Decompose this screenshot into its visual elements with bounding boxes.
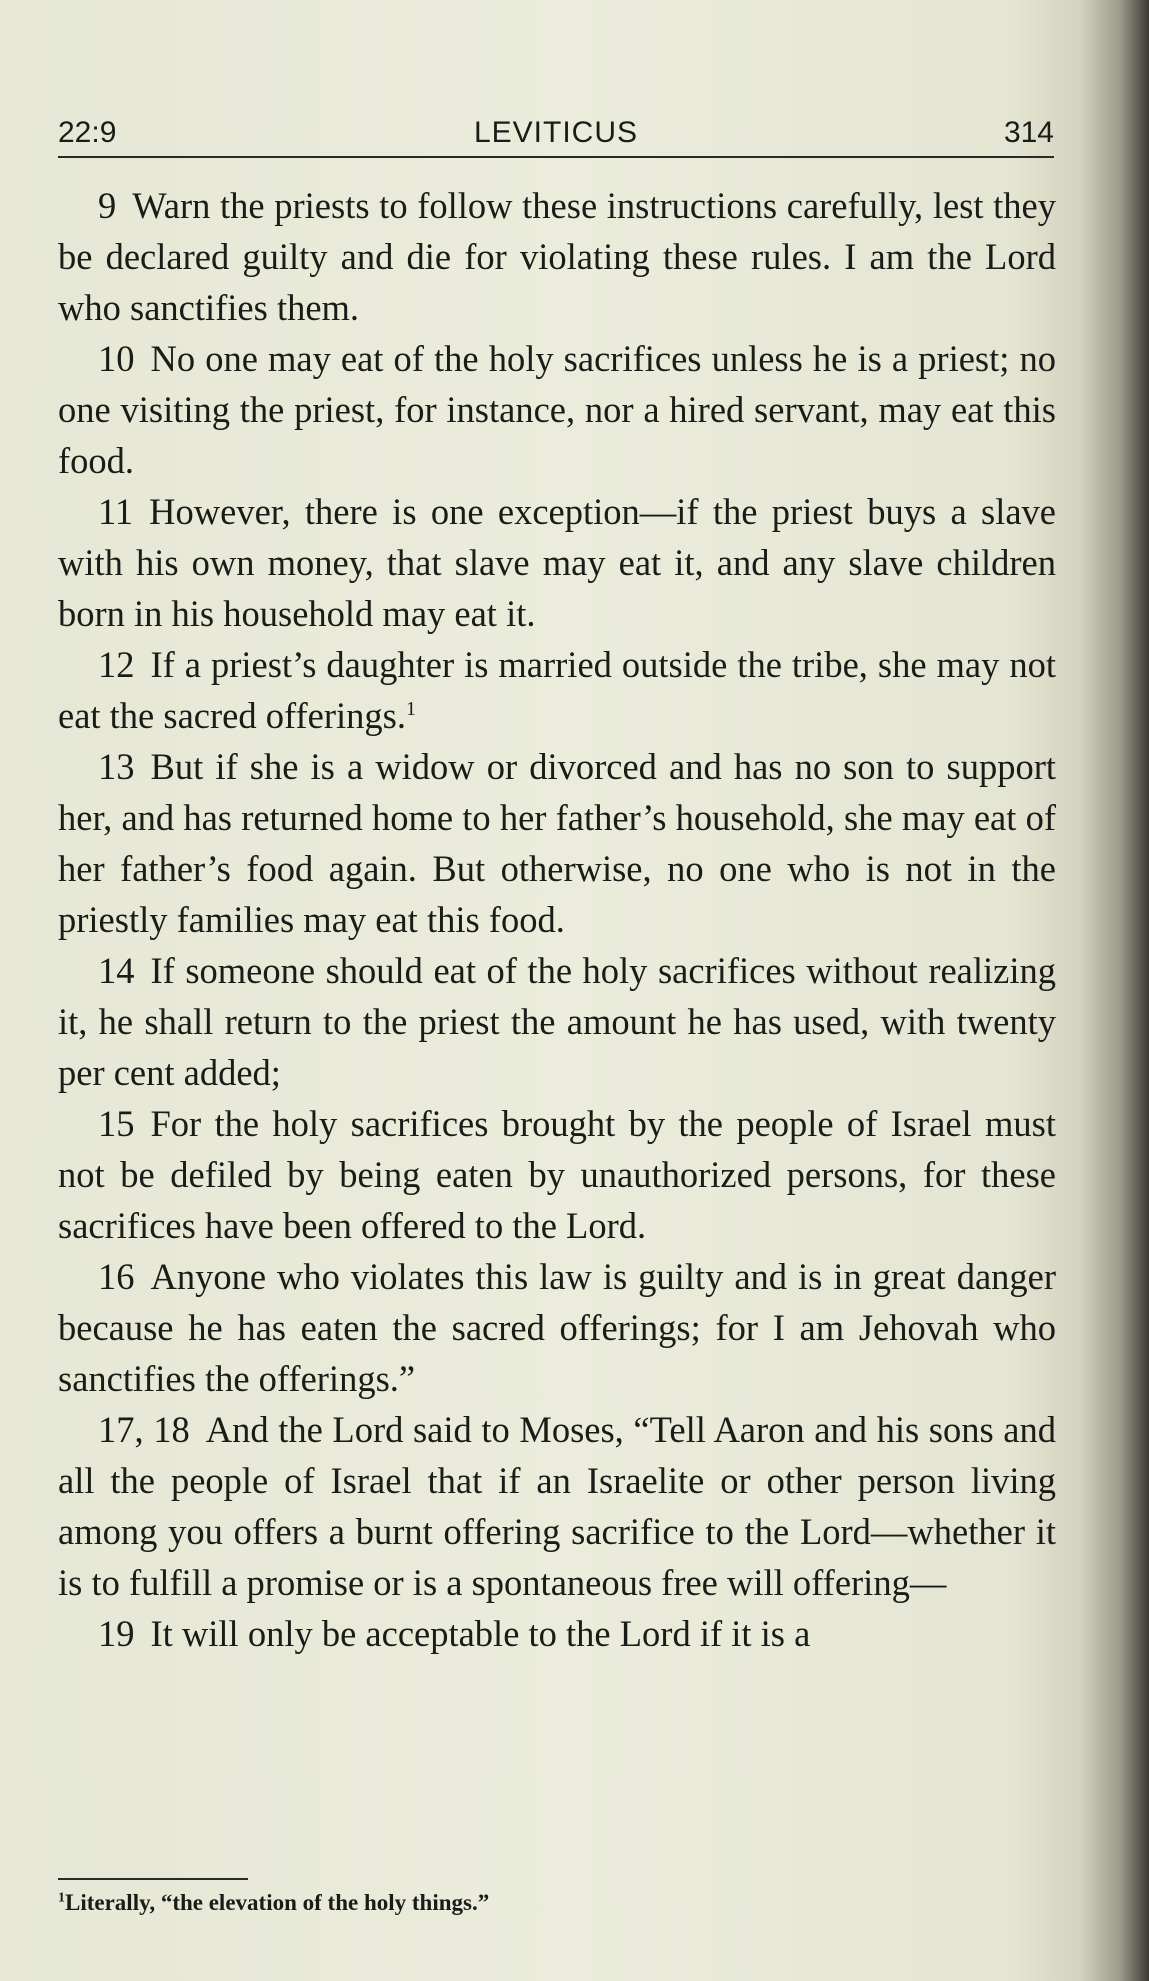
verse-number: 15 <box>98 1103 135 1144</box>
verse <box>58 486 1056 639</box>
chapter-verse-reference: 22:9 <box>58 116 117 149</box>
verse <box>58 1098 1056 1251</box>
book-title: LEVITICUS <box>473 116 639 149</box>
verse-text: However, there is one exception—if the priest buys a slave with his own money, that slave may eat it, and any slave children born in his household may eat it. <box>58 491 1056 634</box>
verse-number: 12 <box>98 644 135 685</box>
verse-text: And the Lord said to Moses, “Tell Aaron and his sons and all the people of Israel that if an Israelite or other person living among you offers a burnt offering sacrifice to the Lord—whether it is to fulfill a promise or is a spontaneous free will offering— <box>58 1409 1056 1603</box>
verse <box>58 741 1056 945</box>
verse <box>58 1404 1056 1608</box>
verse <box>58 1251 1056 1404</box>
verse-text: If someone should eat of the holy sacrifices without realizing it, he shall return to the priest the amount he has used, with twenty per cent added; <box>58 950 1056 1093</box>
verse-number: 9 <box>98 185 117 226</box>
verse <box>58 639 1056 741</box>
verse <box>58 945 1056 1098</box>
verse-number: 13 <box>98 746 135 787</box>
verse-number: 11 <box>98 491 134 532</box>
verse <box>58 333 1056 486</box>
footnote-marker: 1 <box>405 697 416 720</box>
verse-text: If a priest’s daughter is married outside the tribe, she may not eat the sacred offerings. <box>58 644 1056 736</box>
verse <box>58 180 1056 333</box>
verse-text: Warn the priests to follow these instructions carefully, lest they be declared guilty and die for violating these rules. I am the Lord who sanctifies them. <box>58 185 1056 328</box>
footnote <box>58 1888 489 1918</box>
verse-text: For the holy sacrifices brought by the people of Israel must not be defiled by being eaten by unauthorized persons, for these sacrifices have been offered to the Lord. <box>58 1103 1056 1246</box>
footnote-number: 1 <box>58 1890 65 1906</box>
verse-text: No one may eat of the holy sacrifices unless he is a priest; no one visiting the priest, for instance, nor a hired servant, may eat this food. <box>58 338 1056 481</box>
scripture-text <box>58 180 1056 1659</box>
verse-text: Anyone who violates this law is guilty and is in great danger because he has eaten the sacred offerings; for I am Jehovah who sanctifies the offerings.” <box>58 1256 1056 1399</box>
verse-number: 14 <box>98 950 135 991</box>
verse <box>58 1608 1056 1659</box>
verse-text: But if she is a widow or divorced and has no son to support her, and has returned home to her father’s household, she may eat of her father’s food again. But otherwise, no one who is not in the priestly families may eat this food. <box>58 746 1056 940</box>
verse-number: 17, 18 <box>98 1409 190 1450</box>
verse-number: 10 <box>98 338 135 379</box>
page-number: 314 <box>1003 116 1054 149</box>
verse-number: 19 <box>98 1613 135 1654</box>
verse-text: It will only be acceptable to the Lord if it is a <box>150 1613 811 1654</box>
footnote-rule <box>58 1878 248 1880</box>
verse-number: 16 <box>98 1256 135 1297</box>
footnote-text: Literally, “the elevation of the holy things.” <box>65 1890 490 1915</box>
running-head <box>58 112 1054 158</box>
